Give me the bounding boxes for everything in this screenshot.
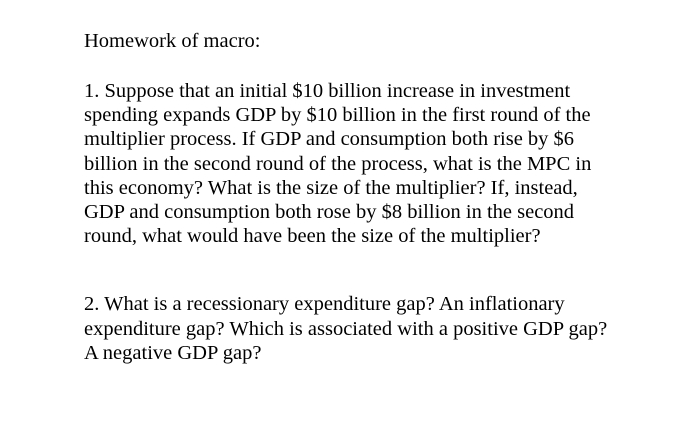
question-2-line: A negative GDP gap? — [84, 341, 262, 364]
question-1-line: billion in the second round of the process, what is the MPC in — [84, 152, 592, 175]
document-page — [84, 29, 664, 365]
question-1-line: round, what would have been the size of the multiplier? — [84, 225, 541, 248]
question-2-line: 2. What is a recessionary expenditure gap? An inflationary — [84, 293, 565, 316]
question-2-line: expenditure gap? Which is associated with a positive GDP gap? — [84, 317, 608, 340]
question-1 — [84, 79, 664, 248]
question-1-line: multiplier process. If GDP and consumption both rise by $6 — [84, 128, 575, 151]
question-2 — [84, 292, 664, 365]
question-1-line: spending expands GDP by $10 billion in the first round of the — [84, 104, 591, 127]
document-title: Homework of macro: — [84, 30, 261, 52]
question-1-line: this economy? What is the size of the multiplier? If, instead, — [84, 176, 578, 199]
question-1-line: GDP and consumption both rose by $8 billion in the second — [84, 201, 575, 224]
question-1-line: 1. Suppose that an initial $10 billion increase in investment — [84, 80, 571, 102]
